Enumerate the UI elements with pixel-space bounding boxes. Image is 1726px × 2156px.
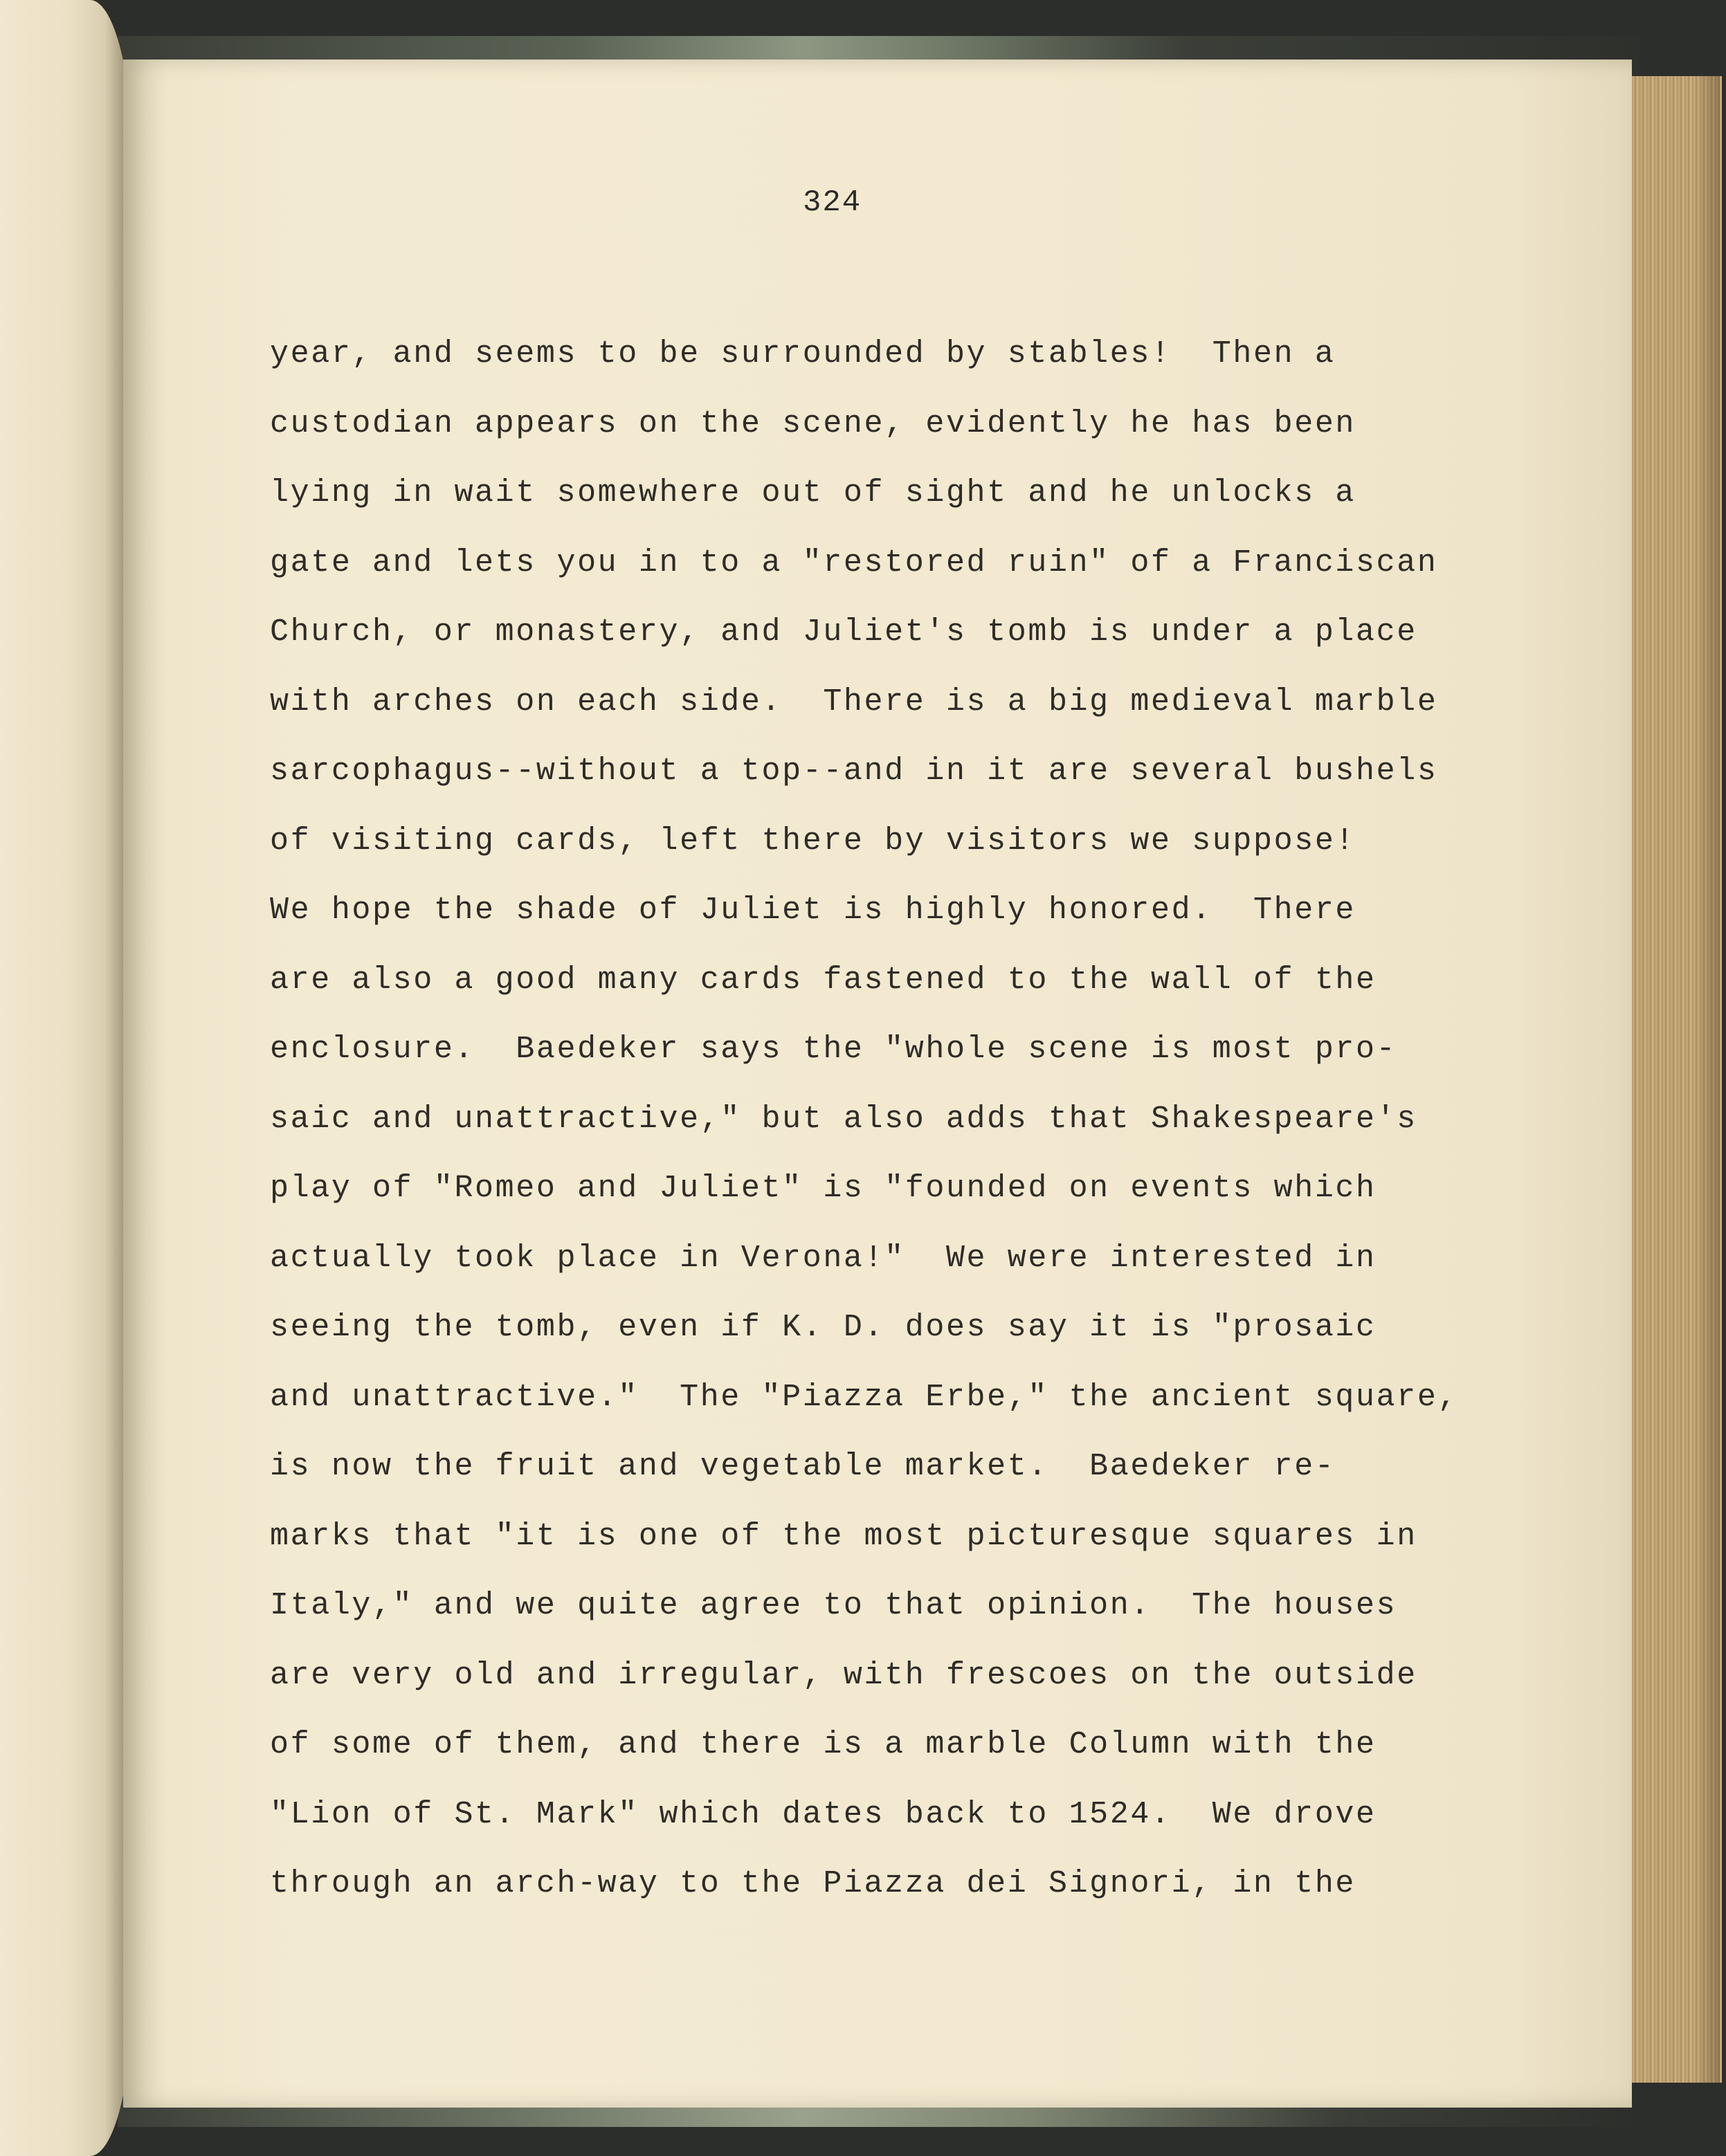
text-line: and unattractive." The "Piazza Erbe," the ancient square,: [270, 1379, 1459, 1415]
text-line: year, and seems to be surrounded by stables! Then a: [270, 336, 1336, 372]
text-line: play of "Romeo and Juliet" is "founded on events which: [270, 1171, 1377, 1206]
text-line: gate and lets you in to a "restored ruin" of a Franciscan: [270, 545, 1438, 581]
text-line: marks that "it is one of the most picturesque squares in: [270, 1518, 1417, 1554]
text-line: of visiting cards, left there by visitors we suppose!: [270, 823, 1356, 859]
text-line: are very old and irregular, with frescoes on the outside: [270, 1657, 1417, 1693]
text-line: seeing the tomb, even if K. D. does say it is "prosaic: [270, 1310, 1377, 1345]
text-line: Church, or monastery, and Juliet's tomb is under a place: [270, 614, 1417, 650]
page-number: 324: [803, 185, 862, 220]
text-line: sarcophagus--without a top--and in it are several bushels: [270, 753, 1438, 789]
text-line: are also a good many cards fastened to the wall of the: [270, 962, 1377, 998]
text-line: saic and unattractive," but also adds that Shakespeare's: [270, 1101, 1417, 1137]
text-line: through an arch-way to the Piazza dei Signori, in the: [270, 1866, 1356, 1901]
text-line: Italy," and we quite agree to that opinion. The houses: [270, 1588, 1397, 1623]
text-line: We hope the shade of Juliet is highly honored. There: [270, 893, 1356, 928]
text-line: enclosure. Baedeker says the "whole scene is most pro-: [270, 1032, 1397, 1067]
text-line: of some of them, and there is a marble Column with the: [270, 1727, 1377, 1762]
facing-page-edge: [0, 0, 131, 2156]
text-line: actually took place in Verona!" We were interested in: [270, 1240, 1377, 1276]
text-line: custodian appears on the scene, evidently he has been: [270, 405, 1356, 441]
text-line: "Lion of St. Mark" which dates back to 1524. We drove: [270, 1796, 1377, 1832]
text-line: with arches on each side. There is a big medieval marble: [270, 684, 1438, 720]
page-body-text: [270, 320, 1516, 1919]
text-line: is now the fruit and vegetable market. Baedeker re-: [270, 1449, 1336, 1484]
text-line: lying in wait somewhere out of sight and he unlocks a: [270, 475, 1356, 511]
